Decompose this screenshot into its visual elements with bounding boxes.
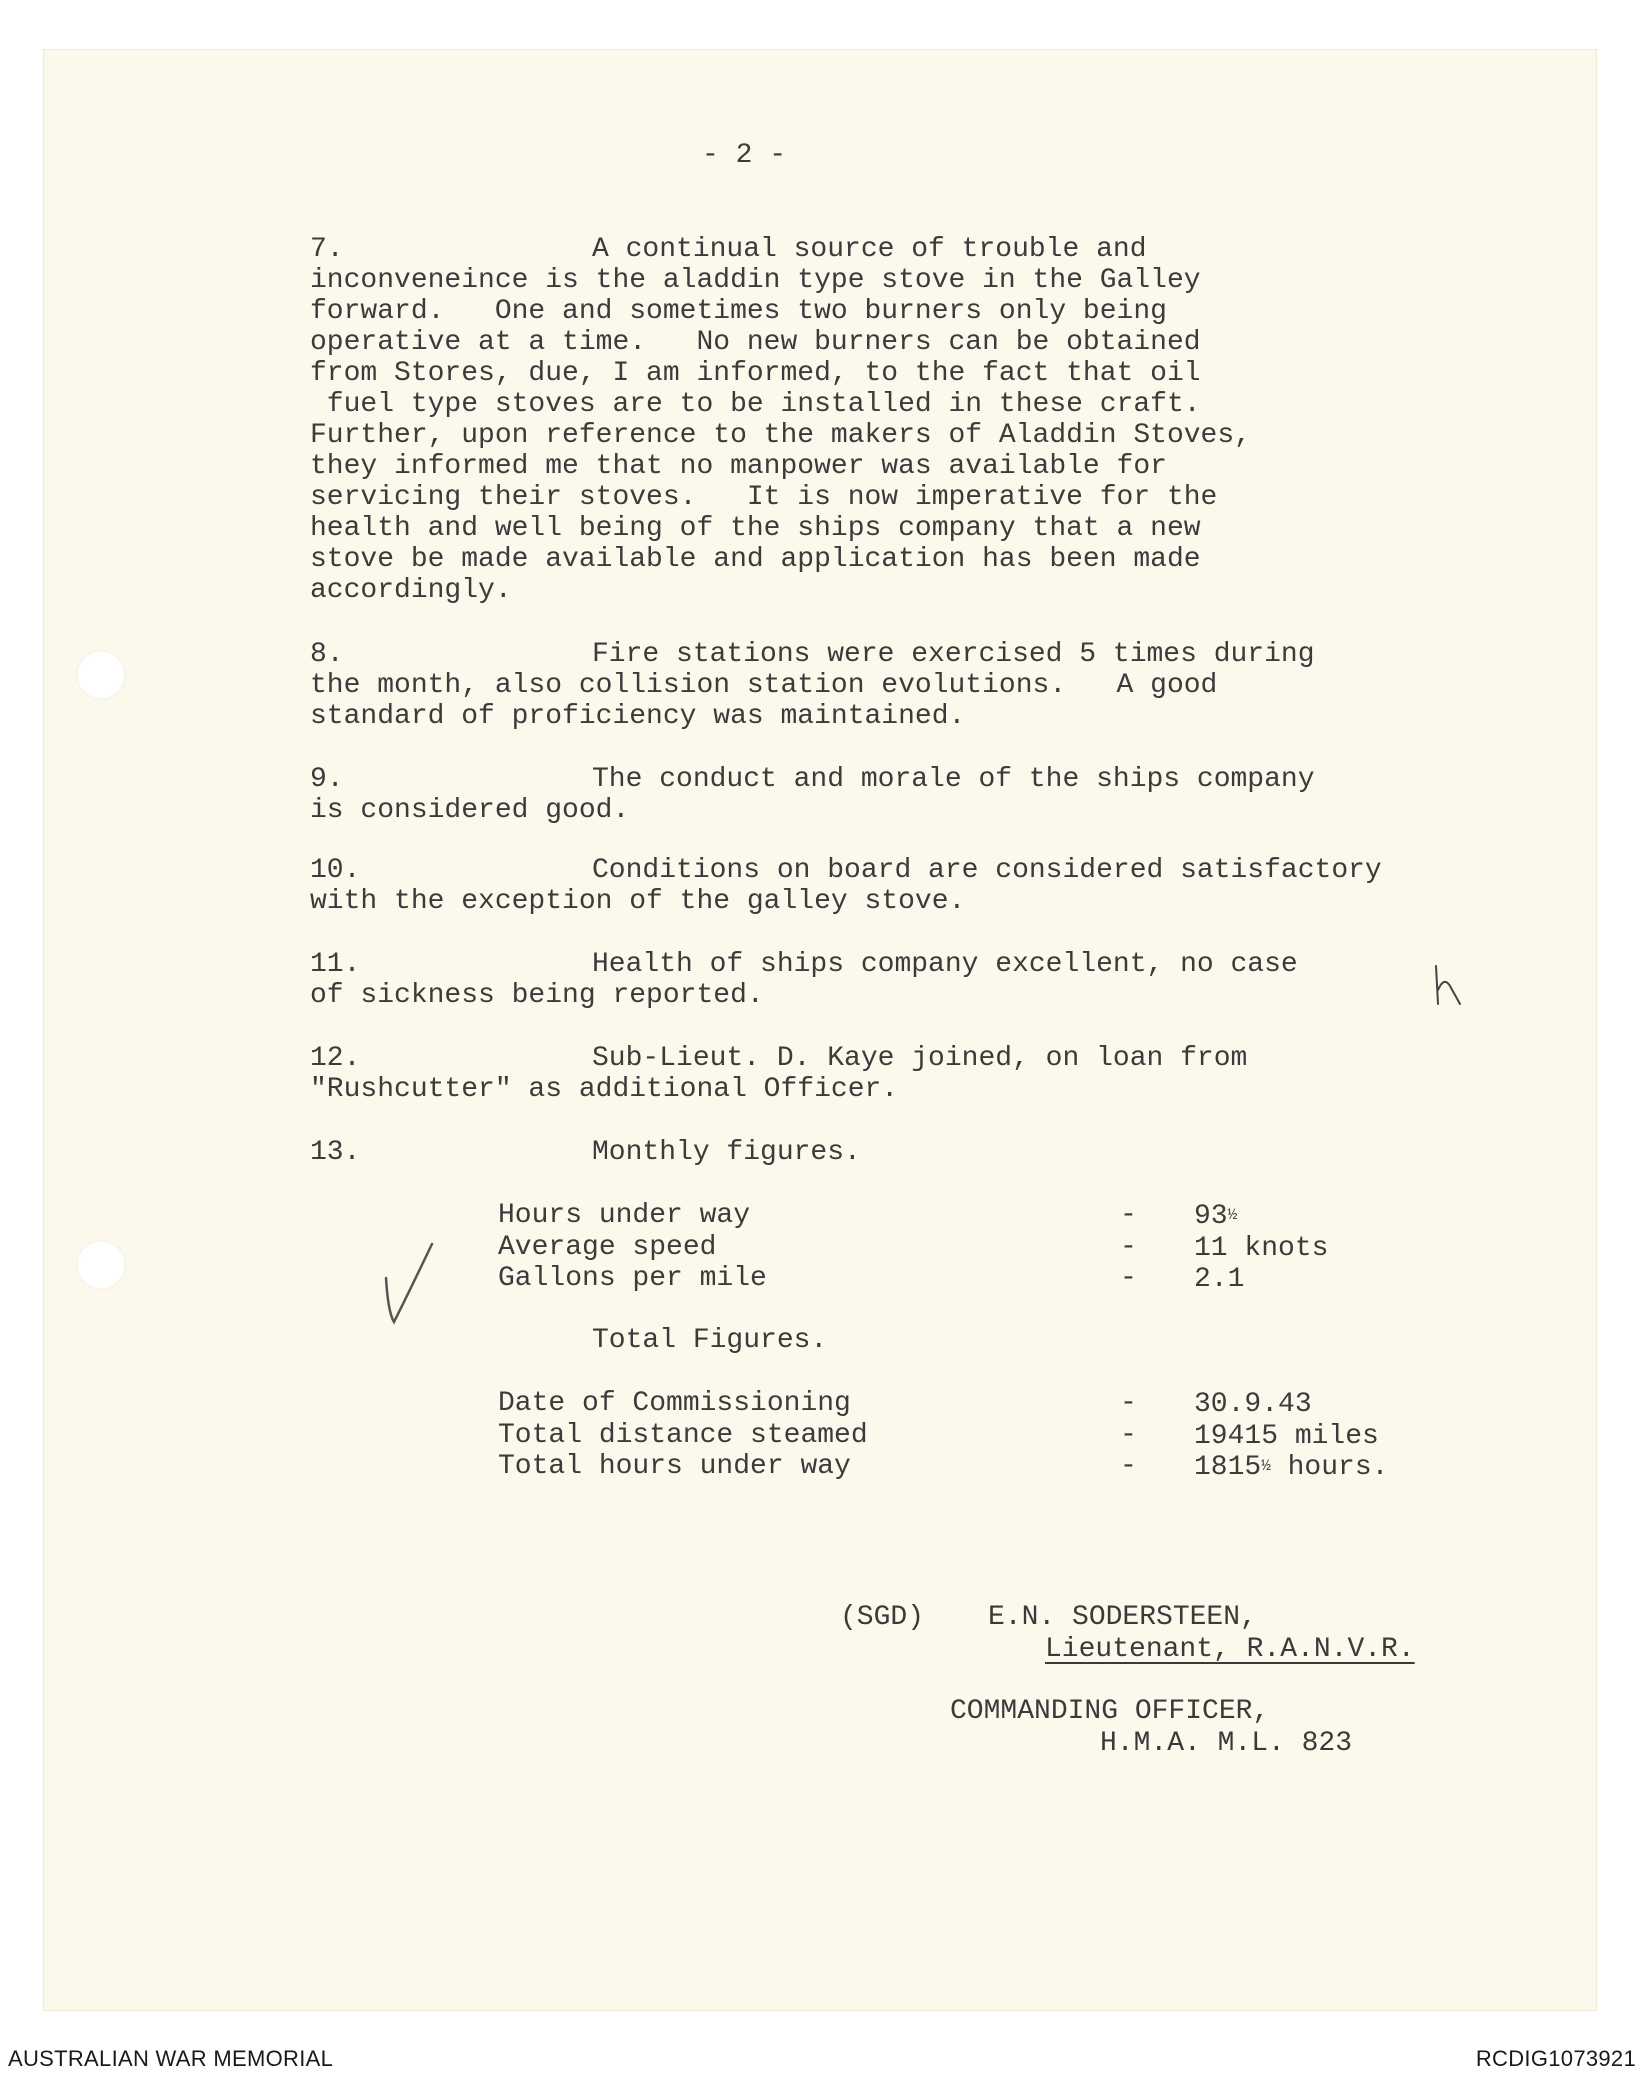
figure-value: 2.1 <box>1194 1263 1245 1295</box>
paragraph-number: 8. <box>310 639 344 670</box>
figure-value: 19415 miles <box>1194 1420 1379 1452</box>
paragraph-number: 11. <box>310 949 361 980</box>
paragraph-text: with the exception of the galley stove. <box>310 886 966 917</box>
paragraph-text: servicing their stoves. It is now imperative for the <box>310 482 1218 513</box>
figure-dash: - <box>1120 1388 1137 1419</box>
signatory-rank: Lieutenant, R.A.N.V.R. <box>1045 1634 1415 1665</box>
figure-dash: - <box>1120 1263 1137 1294</box>
figure-dash: - <box>1120 1200 1137 1231</box>
paragraph-text: Monthly figures. <box>592 1137 861 1168</box>
paragraph-text: fuel type stoves are to be installed in these craft. <box>310 389 1201 420</box>
paragraph-text: Conditions on board are considered satisfactory <box>592 855 1382 886</box>
paragraph-text: is considered good. <box>310 795 630 826</box>
figure-label: Gallons per mile <box>498 1263 767 1294</box>
paragraph-number: 12. <box>310 1043 361 1074</box>
figure-value: 30.9.43 <box>1194 1388 1312 1420</box>
vessel-name: H.M.A. M.L. 823 <box>1100 1728 1353 1759</box>
footer-left: AUSTRALIAN WAR MEMORIAL <box>8 2046 334 2071</box>
paragraph-text: The conduct and morale of the ships company <box>592 764 1315 795</box>
paragraph-text: operative at a time. No new burners can be obtained <box>310 327 1201 358</box>
checkmark-icon <box>386 1244 432 1322</box>
paragraph-text: of sickness being reported. <box>310 980 764 1011</box>
figure-frac: ½ <box>1261 1457 1271 1475</box>
figure-frac: ½ <box>1227 1206 1238 1224</box>
paragraph-text: health and well being of the ships company that a new <box>310 513 1201 544</box>
paragraph-text: Further, upon reference to the makers of Aladdin Stoves, <box>310 420 1251 451</box>
total-figures-heading: Total Figures. <box>592 1325 828 1356</box>
paragraph-text: the month, also collision station evolutions. A good <box>310 670 1218 701</box>
paragraph-text: from Stores, due, I am informed, to the fact that oil <box>310 358 1201 389</box>
figure-value: 93 <box>1194 1200 1228 1232</box>
figure-label: Total distance steamed <box>498 1420 868 1451</box>
paragraph-text: "Rushcutter" as additional Officer. <box>310 1074 899 1105</box>
paragraph-number: 7. <box>310 234 344 265</box>
paragraph-text: Health of ships company excellent, no case <box>592 949 1298 980</box>
figure-dash: - <box>1120 1420 1137 1451</box>
figure-label: Hours under way <box>498 1200 751 1231</box>
figure-suffix: hours. <box>1270 1451 1389 1483</box>
paragraph-text: they informed me that no manpower was available for <box>310 451 1167 482</box>
figure-value: 1815 <box>1194 1451 1262 1483</box>
figure-value: 11 knots <box>1194 1232 1329 1264</box>
figure-dash: - <box>1120 1232 1137 1263</box>
initial-mark-icon <box>1436 966 1460 1004</box>
figure-label: Total hours under way <box>498 1451 851 1482</box>
paragraph-text: inconveneince is the aladdin type stove in the Galley <box>310 265 1201 296</box>
paragraph-text: forward. One and sometimes two burners only being <box>310 296 1167 327</box>
footer-right: RCDIG1073921 <box>1475 2046 1636 2071</box>
paragraph-text: Fire stations were exercised 5 times during <box>592 639 1315 670</box>
paragraph-number: 10. <box>310 855 361 886</box>
paragraph-number: 9. <box>310 764 344 795</box>
signatory-name: E.N. SODERSTEEN, <box>988 1602 1257 1633</box>
paragraph-number: 13. <box>310 1137 361 1168</box>
figure-label: Date of Commissioning <box>498 1388 851 1419</box>
signatory-title: COMMANDING OFFICER, <box>950 1696 1270 1727</box>
sgd-mark: (SGD) <box>840 1602 925 1633</box>
paragraph-text: stove be made available and application has been made <box>310 544 1201 575</box>
paragraph-text: A continual source of trouble and <box>592 234 1147 265</box>
figure-label: Average speed <box>498 1232 717 1263</box>
paragraph-text: standard of proficiency was maintained. <box>310 701 966 732</box>
paragraph-text: Sub-Lieut. D. Kaye joined, on loan from <box>592 1043 1248 1074</box>
figure-dash: - <box>1120 1451 1137 1482</box>
page-number: - 2 - <box>702 140 787 171</box>
paragraph-text: accordingly. <box>310 575 512 606</box>
